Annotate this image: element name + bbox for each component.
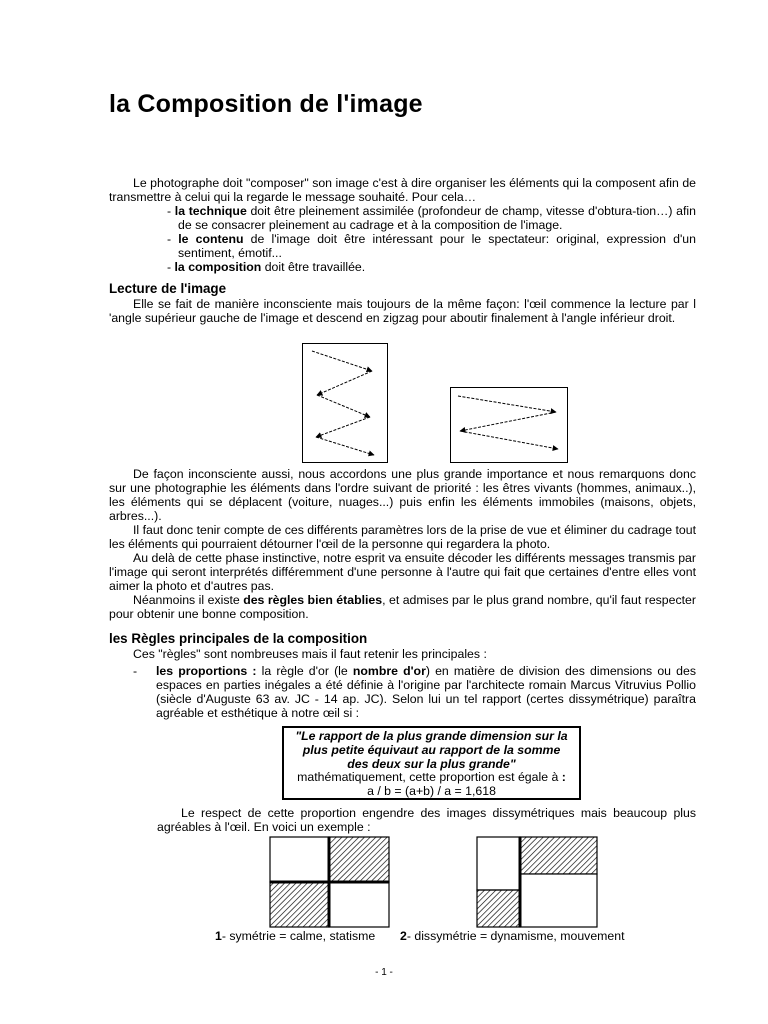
bullet-bold-label: la composition xyxy=(174,260,262,274)
priority-paragraph: De façon inconsciente aussi, nous accordons une plus grande importance et nous remarquons donc sur une photographie les éléments dans l'ordre suivant de priorité : les êtres vivants (hommes, animaux..), les éléments qui se déplacent (voiture, nuages...) puis enfin les éléments immobiles (maisons, objets, arbres...). xyxy=(109,467,696,523)
bullet-dash: - xyxy=(167,260,175,274)
regles-heading: les Règles principales de la composition xyxy=(109,631,368,646)
bullet-bold-label: le contenu xyxy=(178,232,244,246)
bullet-composition xyxy=(167,260,696,274)
rules-paragraph xyxy=(109,593,696,621)
regles-section xyxy=(109,631,696,720)
formula: a / b = (a+b) / a = 1,618 xyxy=(367,784,496,799)
caption-number: 1 xyxy=(215,929,222,943)
golden-ratio-quote-box xyxy=(282,726,581,800)
proportions-text xyxy=(156,664,696,720)
bullet-text: de l'image doit être intéressant pour le spectateur: original, expression d'un sentiment, émotif... xyxy=(178,232,696,260)
rules-bold: des règles bien établies xyxy=(243,593,383,607)
caption-text: - symétrie = calme, statisme xyxy=(221,929,376,943)
quote-line: plus petite équivaut au rapport de la somme xyxy=(302,742,561,757)
bullet-dash: - xyxy=(167,232,179,246)
lecture-section xyxy=(109,281,696,325)
lecture-heading: Lecture de l'image xyxy=(109,281,227,296)
bullet-technique xyxy=(167,204,696,232)
lecture-paragraph: Elle se fait de manière inconsciente mais toujours de la même façon: l'œil commence la lecture par l 'angle supérieur gauche de l'image et descend en zigzag pour aboutir finalement à l'angle inférieur droit. xyxy=(109,297,696,325)
caption-number: 2 xyxy=(400,929,407,943)
bullet-contenu xyxy=(167,232,696,260)
symmetry-diagram xyxy=(269,836,390,928)
bullet-text: doit être pleinement assimilée (profondeur de champ, vitesse d'obtura-tion…) afin de se consacrer pleinement au cadrage et à la composition de l'image. xyxy=(178,204,697,232)
bullet-bold-label: la technique xyxy=(174,204,247,218)
zigzag-reading-diagram-landscape xyxy=(450,387,568,463)
math-text: mathématiquement, cette proportion est égale à xyxy=(297,770,562,785)
proportions-text-part: ) en matière de division des dimensions ou des espaces en parties inégales a été définie à l'origine par l'architecte romain Marcus Vitruvius Pollio (siècle d'Auguste 63 av. JC - 14 ap. JC). Selon lui un tel rapport (certes dissymétrique) paraîtra agréable et esthétique à notre œil si : xyxy=(156,664,696,720)
intro-section xyxy=(109,176,696,274)
asymmetry-diagram xyxy=(476,836,598,928)
proportions-label: les proportions : xyxy=(156,664,257,678)
quote-line: "Le rapport de la plus grande dimension sur la xyxy=(295,729,568,743)
bullet-dash: - xyxy=(167,204,175,218)
rules-text: Néanmoins il existe xyxy=(133,593,244,607)
caption-asymmetry xyxy=(400,929,625,943)
golden-number-label: nombre d'or xyxy=(352,664,426,678)
math-colon: : xyxy=(561,770,566,785)
respect-paragraph: Le respect de cette proportion engendre des images dissymétriques mais beaucoup plus agréables à l'œil. En voici un exemple : xyxy=(157,806,696,834)
proportions-item xyxy=(109,664,696,720)
decoding-paragraph: Au delà de cette phase instinctive, notre esprit va ensuite décoder les différents messages transmis par l'image qui seront interprétés différemment d'une personne à l'autre qui fait que certaines d'entre elles vont aimer la photo et d'autres pas. xyxy=(109,551,696,593)
framing-paragraph: Il faut donc tenir compte de ces différents paramètres lors de la prise de vue et éliminer du cadrage tout les éléments qui pourraient détourner l'œil de la personne qui regardera la photo. xyxy=(109,523,697,551)
bullet-text: doit être travaillée. xyxy=(261,260,366,274)
page-number: - 1 - xyxy=(375,967,393,978)
regles-intro: Ces "règles" sont nombreuses mais il faut retenir les principales : xyxy=(133,647,487,661)
intro-paragraph: Le photographe doit "composer" son image c'est à dire organiser les éléments qui la composent afin de transmettre à celui qui la regarde le message souhaité. Pour cela… xyxy=(109,176,696,204)
item-dash: - xyxy=(133,664,138,678)
intro-bullet-list xyxy=(109,204,696,274)
proportions-text-part: la règle d'or (le xyxy=(256,664,353,678)
quote-line: des deux sur la plus grande" xyxy=(347,756,516,771)
caption-text: - dissymétrie = dynamisme, mouvement xyxy=(406,929,625,943)
rules-text: , et admises par le plus grand nombre, qu'il faut respecter pour obtenir une bonne composition. xyxy=(109,593,696,621)
respect-section xyxy=(157,806,696,834)
caption-symmetry xyxy=(215,929,375,943)
body-section xyxy=(109,467,696,621)
zigzag-reading-diagram-portrait xyxy=(302,343,388,463)
page-title: la Composition de l'image xyxy=(109,90,423,118)
math-line xyxy=(284,771,579,785)
